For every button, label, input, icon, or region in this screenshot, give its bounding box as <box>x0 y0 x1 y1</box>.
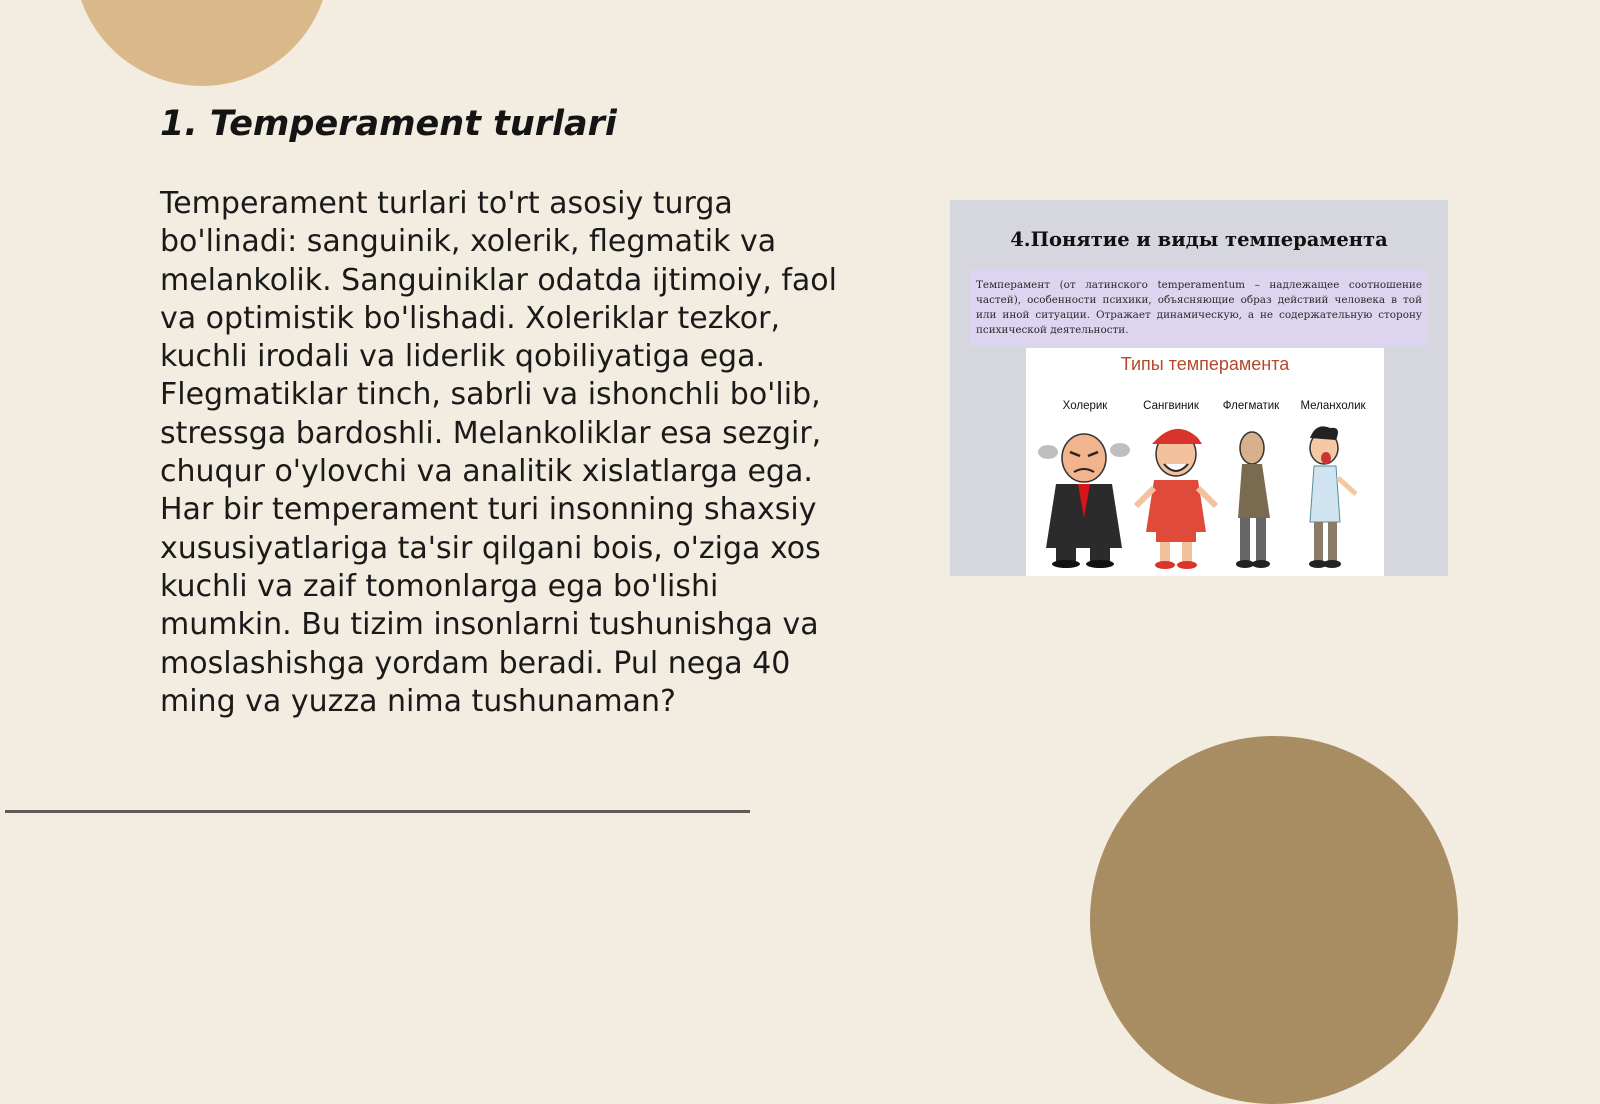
slide-title: 1. Temperament turlari <box>160 104 617 144</box>
temperament-figure-image <box>950 200 1448 576</box>
type-label-sanguine: Сангвиник <box>1143 400 1199 412</box>
sanguine-cartoon-icon <box>1136 429 1216 569</box>
type-label-melancholic: Меланхолик <box>1300 400 1366 412</box>
temperament-cartoons <box>1026 418 1384 576</box>
decorative-circle-top <box>74 0 330 86</box>
temperament-types-panel <box>1026 348 1384 576</box>
melancholic-cartoon-icon <box>1309 426 1356 568</box>
choleric-cartoon-icon <box>1038 434 1130 568</box>
figure-title: 4.Понятие и виды темперамента <box>1010 228 1388 251</box>
phlegmatic-cartoon-icon <box>1236 432 1270 568</box>
panel-title: Типы темперамента <box>1120 354 1290 374</box>
type-label-phlegmatic: Флегматик <box>1222 400 1280 412</box>
figure-description: Темперамент (от латинского temperamentum – надлежащее соотношение частей), особенности психики, объясняющие образ действий человека в той или иной ситуации. Отражает динамическую, а не содержательную сторону психической деятельности. <box>970 270 1428 346</box>
slide-body-text: Temperament turlari to'rt asosiy turga bo'linadi: sanguinik, xolerik, flegmatik va melankolik. Sanguiniklar odatda ijtimoiy, faol va optimistik bo'lishadi. Xoleriklar tezkor, kuchli irodali va liderlik qobiliyatiga ega. Flegmatiklar tinch, sabrli va ishonchli bo'lib, stressga bardoshli. Melankoliklar esa sezgir, chuqur o'ylovchi va analitik xislatlarga ega. Har bir temperament turi insonning shaxsiy xususiyatlariga ta'sir qilgani bois, o'ziga xos kuchli va zaif tomonlarga ega bo'lishi mumkin. Bu tizim insonlarni tushunishga va moslashishga yordam beradi. Pul nega 40 ming va yuzza nima tushunaman? <box>160 186 837 719</box>
divider-line <box>5 810 750 813</box>
type-label-choleric: Холерик <box>1062 400 1108 412</box>
decorative-circle-bottom <box>1090 736 1458 1104</box>
